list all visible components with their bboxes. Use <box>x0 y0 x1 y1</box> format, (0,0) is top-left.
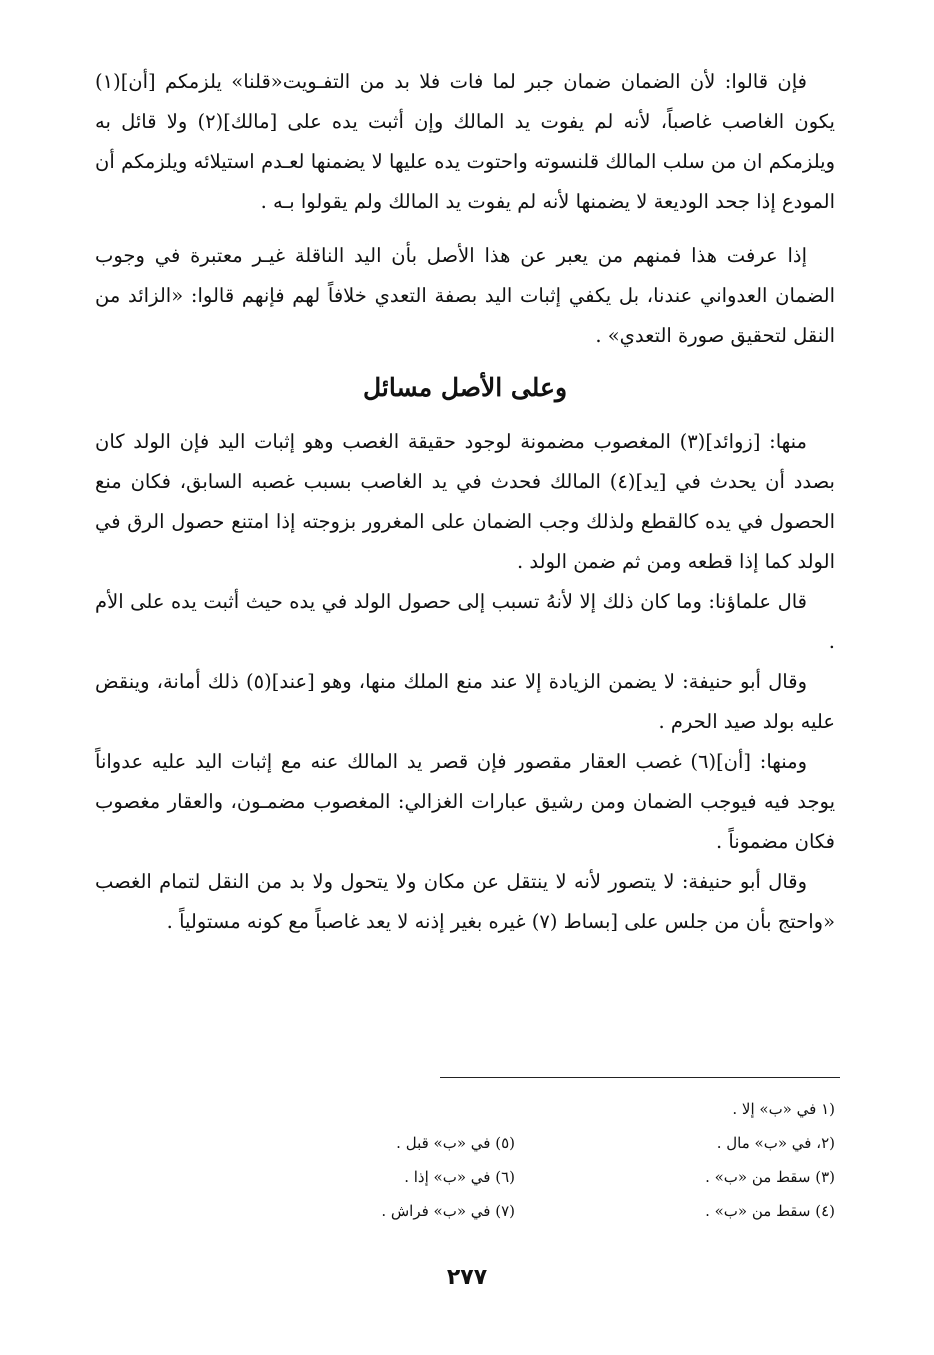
footnote-7: (٧) في «ب» فراش . <box>381 1202 515 1220</box>
page-number: ٢٧٧ <box>446 1265 488 1290</box>
footnotes-column-right <box>595 1092 835 1228</box>
paragraph-4: قال علماؤنا: وما كان ذلك إلا لأنهُ تسبب إلى حصول الولد في يده حيث أثبت يده على الأم . <box>95 590 835 653</box>
paragraph-3: منها: [زوائد](٣) المغصوب مضمونة لوجود حقيقة الغصب وهو إثبات اليد فإن الولد كان بصدد أن يحدث في [يد](٤) المالك فحدث في يد الغاصب بسبب غصبه السابق، فكان منع الحصول في يده كالقطع ولذلك وجب الضمان على المغرور بزوجته إذا امتنع حصول الرق في الولد كما إذا قطعه ومن ثم ضمن الولد . <box>95 430 835 573</box>
footnotes-column-left <box>275 1092 515 1228</box>
footnote-divider <box>440 1077 840 1078</box>
footnote-6: (٦) في «ب» إذا . <box>404 1168 515 1186</box>
paragraph-1: فإن قالوا: لأن الضمان ضمان جبر لما فات فلا بد من التفـويت«قلنا» يلزمكم [أن](١) يكون الغاصب غاصباً، لأنه لم يفوت يد المالك وإن أثبت يده على [مالك](٢) ولا قائل به ويلزمكم ان من سلب المالك قلنسوته واحتوت يده عليها لا يضمنها لعـدم استيلائه ويلزمكم أن المودع إذا جحد الوديعة لا يضمنها لأنه لم يفوت يد المالك ولم يقولوا بـه . <box>95 70 835 213</box>
paragraph-6: ومنها: [أن](٦) غصب العقار مقصور فإن قصر يد المالك عنه مع إثبات اليد عليه عدواناً يوجد فيه فيوجب الضمان ومن رشيق عبارات الغزالي: المغصوب مضمـون، والعقار مغصوب فكان مضموناً . <box>95 750 835 853</box>
section-heading: وعلى الأصل مسائل <box>362 373 568 402</box>
footnote-2: (٢، في «ب» مال . <box>716 1134 835 1152</box>
footnote-5: (٥) في «ب» قبل . <box>396 1134 515 1152</box>
paragraph-7: وقال أبو حنيفة: لا يتصور لأنه لا ينتقل عن مكان ولا يتحول ولا بد من النقل لتمام الغصب «واحتج بأن من جلس على [بساط (٧) غيره بغير إذنه لا يعد غاصباً مع كونه مستولياً . <box>95 870 835 933</box>
main-text <box>95 62 835 942</box>
paragraph-2: إذا عرفت هذا فمنهم من يعبر عن هذا الأصل بأن اليد الناقلة غيـر معتبرة في وجوب الضمان العدواني عندنا، بل يكفي إثبات اليد بصفة التعدي خلافاً لهم فإنهم قالوا: «الزائد من النقل لتحقيق صورة التعدي» . <box>95 244 835 347</box>
footnote-4: (٤) سقط من «ب» . <box>705 1202 835 1220</box>
paragraph-5: وقال أبو حنيفة: لا يضمن الزيادة إلا عند منع الملك منها، وهو [عند](٥) ذلك أمانة، وينقض عليه بولد صيد الحرم . <box>95 670 835 733</box>
footnote-3: (٣) سقط من «ب» . <box>705 1168 835 1186</box>
footnote-1: (١ في «ب» إلا . <box>732 1100 835 1118</box>
